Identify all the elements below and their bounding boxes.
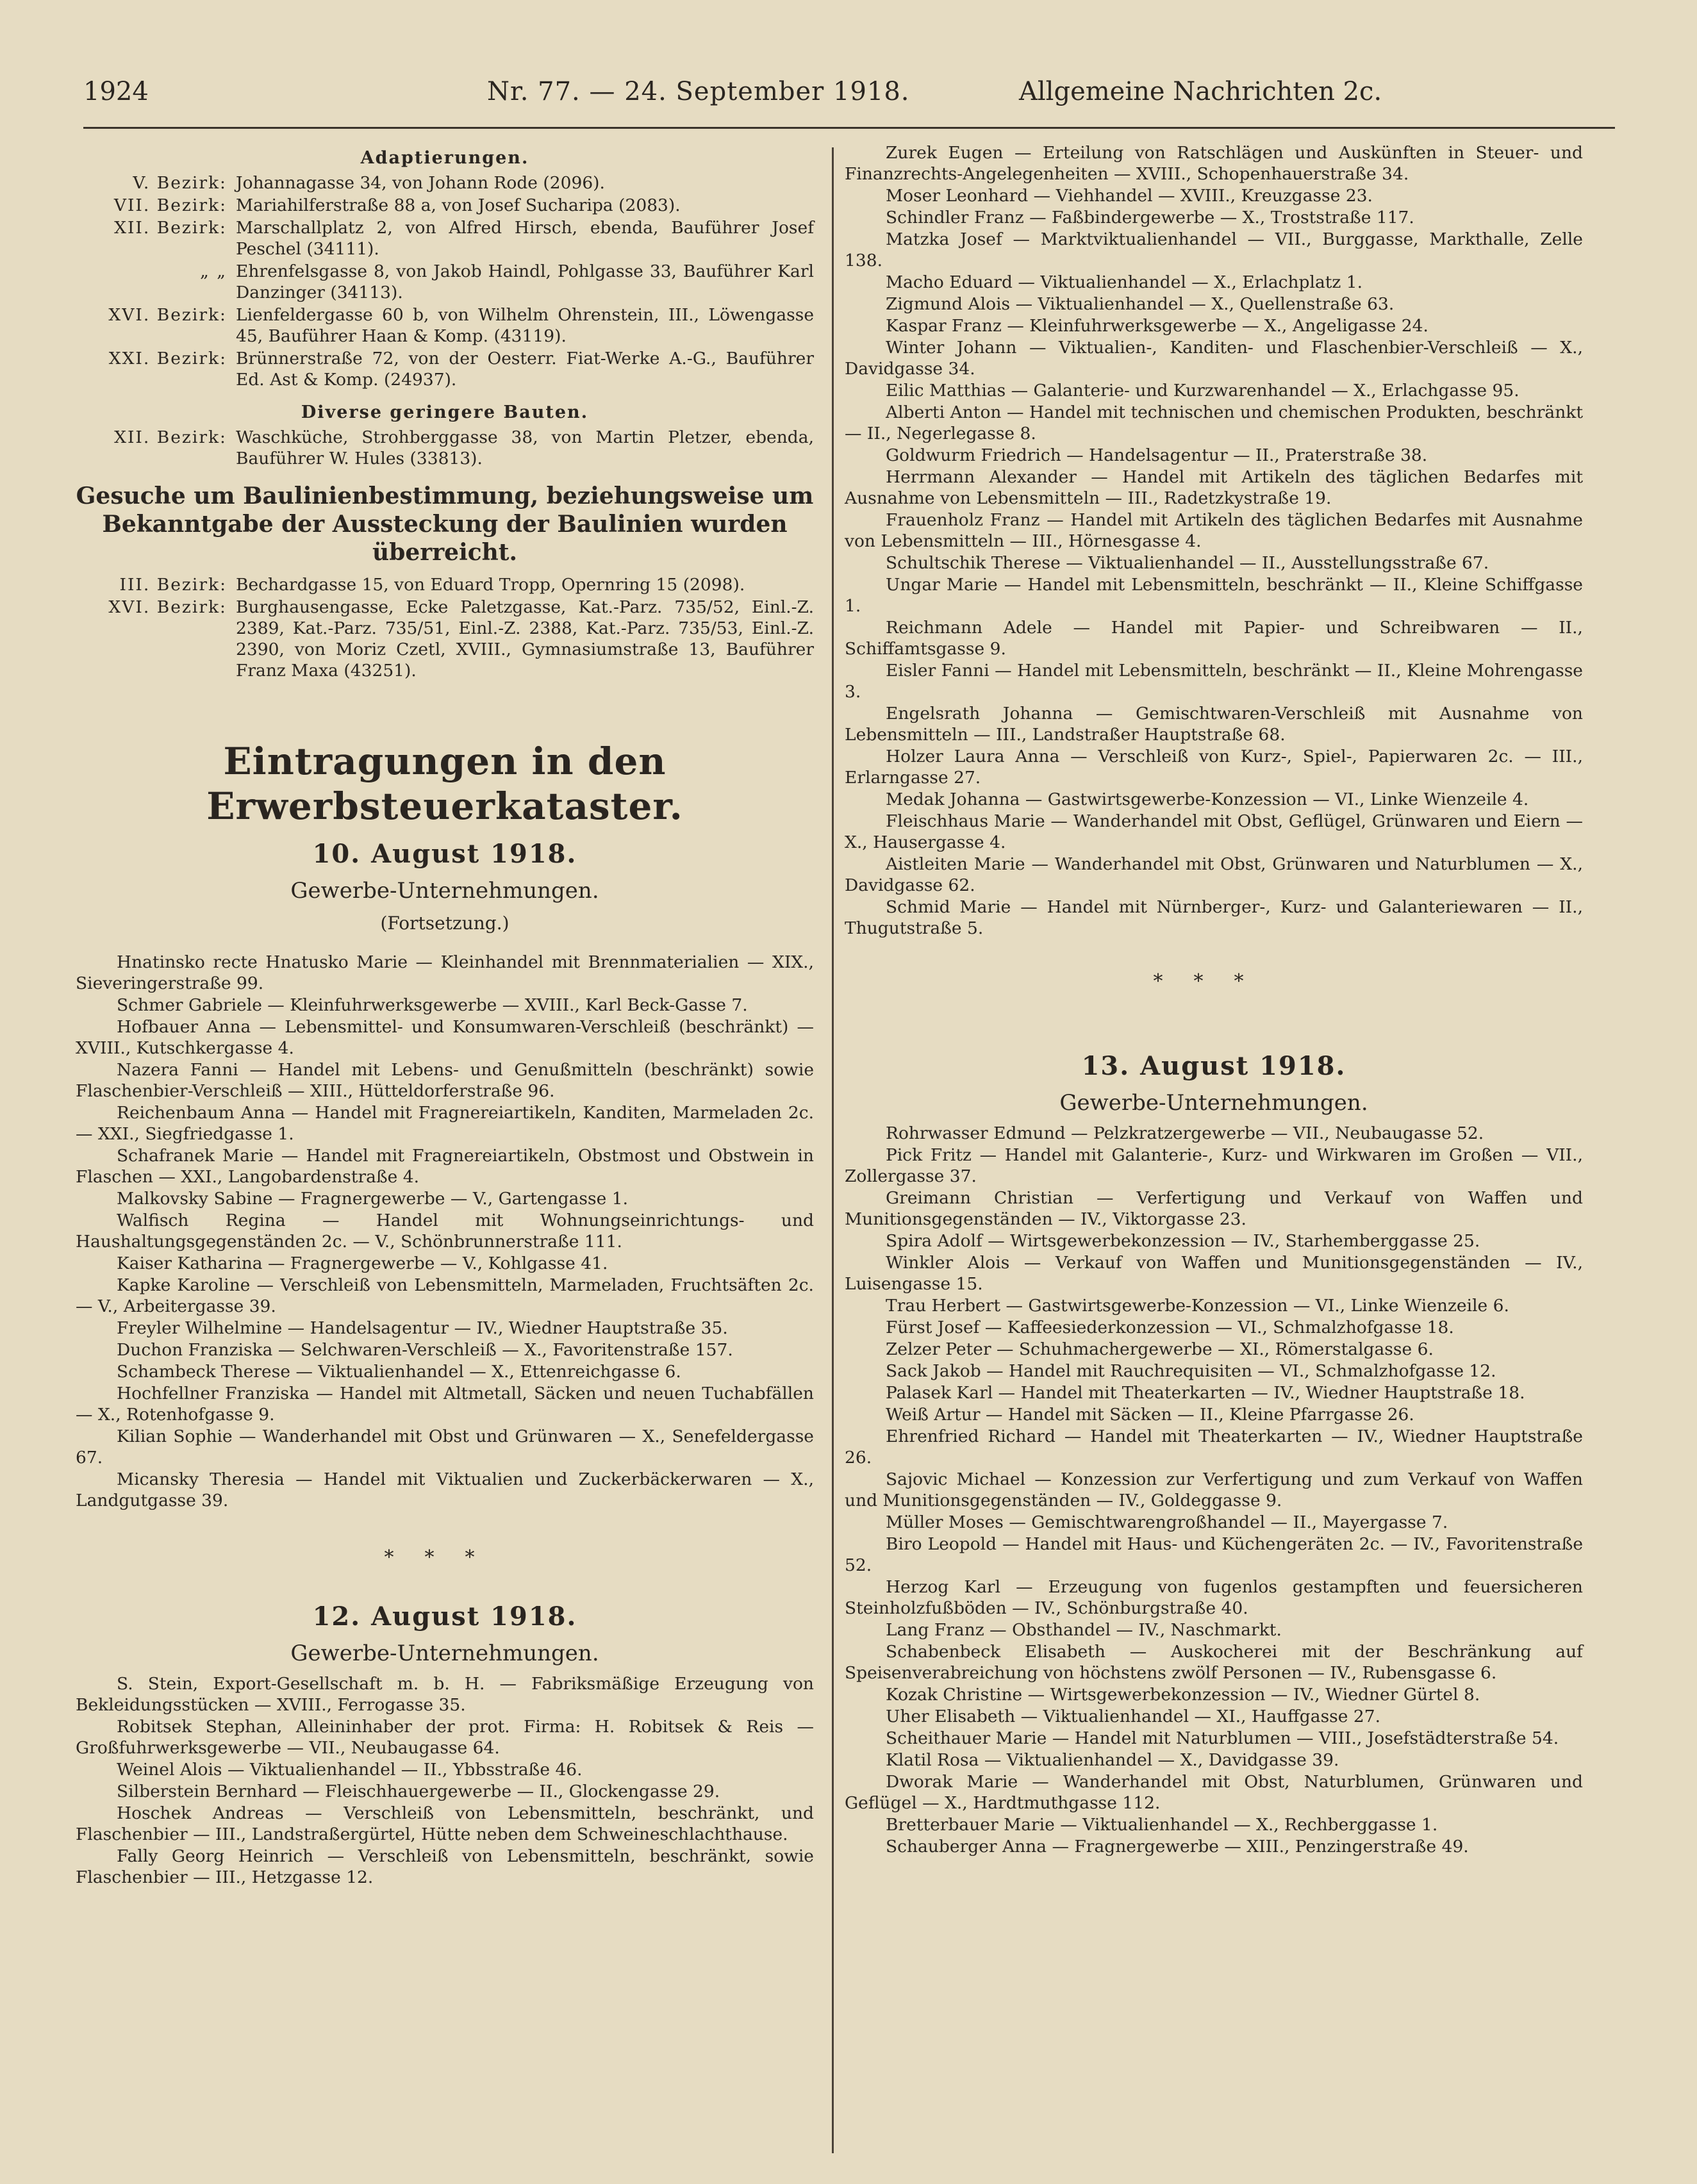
register-entry: Walfisch Regina — Handel mit Wohnungseinrichtungs- und Haushaltungsgegenständen 2c. — V., Schönbrunnerstraße 111.	[76, 1211, 814, 1252]
register-entry: Aistleiten Marie — Wanderhandel mit Obst, Grünwaren und Naturblumen — X., Davidgasse 62.	[845, 854, 1583, 895]
district-text: Ehrenfelsgasse 8, von Jakob Haindl, Pohlgasse 33, Bauführer Karl Danzinger (34113).	[236, 261, 814, 302]
district-label: XII. Bezirk:	[114, 427, 227, 447]
column-divider	[832, 147, 834, 2153]
diverse-heading: Diverse geringere Bauten.	[301, 402, 589, 422]
register-entry: Winter Johann — Viktualien-, Kanditen- und Flaschenbier-Verschleiß — X., Davidgasse 34.	[845, 338, 1583, 379]
district-text: Burghausengasse, Ecke Paletzgasse, Kat.-Parz. 735/52, Einl.-Z. 2389, Kat.-Parz. 735/51, Einl.-Z. 2388, Kat.-Parz. 735/53, Einl.-Z. 2390, von Moriz Czetl, XVIII., Gymnasiumstraße 13, Bauführer Franz Maxa (43251).	[236, 597, 814, 681]
district-entry	[76, 348, 814, 390]
district-text: Johannagasse 34, von Johann Rode (2096).	[236, 173, 605, 193]
register-entry: Goldwurm Friedrich — Handelsagentur — II., Praterstraße 38.	[886, 445, 1428, 465]
register-entry: Eilic Matthias — Galanterie- und Kurzwarenhandel — X., Erlachgasse 95.	[886, 381, 1519, 401]
district-text: Bechardgasse 15, von Eduard Tropp, Opernring 15 (2098).	[236, 575, 745, 595]
gesuche-list	[76, 574, 814, 681]
register-entry: Bretterbauer Marie — Viktualienhandel — X., Rechberggasse 1.	[886, 1815, 1438, 1835]
register-entry: Pick Fritz — Handel mit Galanterie-, Kurz- und Wirkwaren im Großen — VII., Zollergasse 37.	[845, 1145, 1583, 1186]
section-title: Allgemeine Nachrichten 2c.	[1019, 77, 1382, 106]
subheading-13-august: Gewerbe-Unternehmungen.	[1059, 1090, 1368, 1116]
register-entry: Weiß Artur — Handel mit Säcken — II., Kleine Pfarrgasse 26.	[886, 1405, 1414, 1425]
register-entry: Kaspar Franz — Kleinfuhrwerksgewerbe — X., Angeligasse 24.	[886, 316, 1428, 336]
register-entry: Palasek Karl — Handel mit Theaterkarten — IV., Wiedner Hauptstraße 18.	[886, 1383, 1525, 1403]
register-entry: Micansky Theresia — Handel mit Viktualien und Zuckerbäckerwaren — X., Landgutgasse 39.	[76, 1469, 814, 1510]
entries-10-august	[76, 952, 814, 1511]
date-heading-10-august: 10. August 1918.	[312, 839, 577, 869]
section-separator: ***	[384, 1546, 506, 1569]
right-column	[845, 142, 1583, 1858]
district-label: XVI. Bezirk:	[108, 305, 227, 325]
header-rule	[83, 127, 1615, 129]
page-number: 1924	[83, 77, 149, 106]
register-entry: Sajovic Michael — Konzession zur Verfertigung und zum Verkauf von Waffen und Munitionsgegenständen — IV., Goldeggasse 9.	[845, 1469, 1583, 1510]
register-entry: Fally Georg Heinrich — Verschleiß von Lebensmitteln, beschränkt, sowie Flaschenbier — III., Hetzgasse 12.	[76, 1846, 814, 1887]
register-entry: Schambeck Therese — Viktualienhandel — X., Ettenreichgasse 6.	[117, 1362, 681, 1382]
district-entry	[76, 261, 814, 303]
district-entry	[76, 304, 814, 347]
register-entry: Macho Eduard — Viktualienhandel — X., Erlachplatz 1.	[886, 272, 1363, 292]
entries-13-august	[845, 1123, 1583, 1857]
register-entry: Hochfellner Franziska — Handel mit Altmetall, Säcken und neuen Tuchabfällen — X., Rotenhofgasse 9.	[76, 1384, 814, 1425]
register-entry: Engelsrath Johanna — Gemischtwaren-Verschleiß mit Ausnahme von Lebensmitteln — III., Landstraßer Hauptstraße 68.	[845, 704, 1583, 745]
register-entry: Kilian Sophie — Wanderhandel mit Obst und Grünwaren — X., Senefeldergasse 67.	[76, 1427, 814, 1468]
register-entry: Holzer Laura Anna — Verschleiß von Kurz-, Spiel-, Papierwaren 2c. — III., Erlarngasse 27.	[845, 747, 1583, 788]
register-entry: Sack Jakob — Handel mit Rauchrequisiten — VI., Schmalzhofgasse 12.	[886, 1361, 1496, 1381]
issue-line: Nr. 77. — 24. September 1918.	[487, 77, 910, 106]
register-entry: Matzka Josef — Marktviktualienhandel — VII., Burggasse, Markthalle, Zelle 138.	[845, 229, 1583, 270]
district-entry	[76, 574, 814, 595]
gesuche-heading: Gesuche um Baulinienbestimmung, beziehungsweise um Bekanntgabe der Aussteckung der Baulinien wurden überreicht.	[76, 483, 814, 566]
date-heading-12-august: 12. August 1918.	[312, 1601, 577, 1632]
district-text: Brünnerstraße 72, von der Oesterr. Fiat-Werke A.-G., Bauführer Ed. Ast & Komp. (24937).	[236, 349, 814, 390]
register-entry: Ehrenfried Richard — Handel mit Theaterkarten — IV., Wiedner Hauptstraße 26.	[845, 1427, 1583, 1468]
register-entry: Klatil Rosa — Viktualienhandel — X., Davidgasse 39.	[886, 1750, 1339, 1770]
adapt-heading: Adaptierungen.	[360, 148, 529, 168]
register-entry: Nazera Fanni — Handel mit Lebens- und Genußmitteln (beschränkt) sowie Flaschenbier-Verschleiß — XIII., Hütteldorferstraße 96.	[76, 1060, 814, 1101]
register-entry: Duchon Franziska — Selchwaren-Verschleiß — X., Favoritenstraße 157.	[117, 1340, 733, 1360]
register-entry: Schmer Gabriele — Kleinfuhrwerksgewerbe — XVIII., Karl Beck-Gasse 7.	[117, 995, 748, 1015]
register-entry: Frauenholz Franz — Handel mit Artikeln des täglichen Bedarfes mit Ausnahme von Lebensmitteln — III., Hörnesgasse 4.	[845, 510, 1583, 551]
register-entry: Dworak Marie — Wanderhandel mit Obst, Naturblumen, Grünwaren und Geflügel — X., Hardtmuthgasse 112.	[845, 1772, 1583, 1813]
district-label: „ „	[200, 261, 227, 281]
register-entry: Zurek Eugen — Erteilung von Ratschlägen und Auskünften in Steuer- und Finanzrechts-Angelegenheiten — XVIII., Schopenhauerstraße 34.	[845, 143, 1583, 184]
register-entry: Lang Franz — Obsthandel — IV., Naschmarkt.	[886, 1620, 1282, 1640]
continuation-note: (Fortsetzung.)	[380, 913, 509, 934]
entries-continued	[845, 142, 1583, 939]
register-entry: Hnatinsko recte Hnatusko Marie — Kleinhandel mit Brennmaterialien — XIX., Sieveringerstraße 99.	[76, 952, 814, 993]
district-label: VII. Bezirk:	[113, 195, 227, 215]
register-entry: Rohrwasser Edmund — Pelzkratzergewerbe — VII., Neubaugasse 52.	[886, 1123, 1484, 1143]
register-entry: Spira Adolf — Wirtsgewerbekonzession — IV., Starhemberggasse 25.	[886, 1231, 1480, 1251]
register-entry: Reichenbaum Anna — Handel mit Fragnereiartikeln, Kanditen, Marmeladen 2c. — XXI., Siegfriedgasse 1.	[76, 1103, 814, 1144]
register-entry: S. Stein, Export-Gesellschaft m. b. H. — Fabriksmäßige Erzeugung von Bekleidungsstücken — XVIII., Ferrogasse 35.	[76, 1674, 814, 1715]
main-heading: Eintragungen in den Erwerbsteuerkataster.	[206, 740, 683, 828]
register-entry: Reichmann Adele — Handel mit Papier- und Schreibwaren — II., Schiffamtsgasse 9.	[845, 618, 1583, 659]
district-text: Waschküche, Strohberggasse 38, von Martin Pletzer, ebenda, Bauführer W. Hules (33813).	[236, 427, 814, 468]
district-text: Marschallplatz 2, von Alfred Hirsch, ebenda, Bauführer Josef Peschel (34111).	[236, 218, 814, 259]
register-entry: Medak Johanna — Gastwirtsgewerbe-Konzession — VI., Linke Wienzeile 4.	[886, 790, 1529, 809]
register-entry: Herrmann Alexander — Handel mit Artikeln des täglichen Bedarfes mit Ausnahme von Lebensmitteln — III., Radetzkystraße 19.	[845, 467, 1583, 508]
register-entry: Zigmund Alois — Viktualienhandel — X., Quellenstraße 63.	[886, 294, 1395, 314]
register-entry: Freyler Wilhelmine — Handelsagentur — IV., Wiedner Hauptstraße 35.	[117, 1318, 728, 1338]
register-entry: Greimann Christian — Verfertigung und Verkauf von Waffen und Munitionsgegenständen — IV., Viktorgasse 23.	[845, 1188, 1583, 1229]
register-entry: Silberstein Bernhard — Fleischhauergewerbe — II., Glockengasse 29.	[117, 1782, 720, 1801]
left-column	[76, 142, 814, 1889]
district-entry	[76, 217, 814, 260]
register-entry: Müller Moses — Gemischtwarengroßhandel — II., Mayergasse 7.	[886, 1512, 1448, 1532]
diverse-list	[76, 427, 814, 469]
register-entry: Fürst Josef — Kaffeesiederkonzession — VI., Schmalzhofgasse 18.	[886, 1318, 1454, 1337]
date-heading-13-august: 13. August 1918.	[1081, 1051, 1346, 1081]
district-entry	[76, 195, 814, 216]
district-label: V. Bezirk:	[133, 173, 227, 193]
district-entry	[76, 597, 814, 681]
register-entry: Schmid Marie — Handel mit Nürnberger-, Kurz- und Galanteriewaren — II., Thugutstraße 5.	[845, 897, 1583, 938]
register-entry: Kapke Karoline — Verschleiß von Lebensmitteln, Marmeladen, Fruchtsäften 2c. — V., Arbeitergasse 39.	[76, 1275, 814, 1316]
subheading-10-august: Gewerbe-Unternehmungen.	[290, 878, 599, 904]
register-entry: Schultschik Therese — Viktualienhandel — II., Ausstellungsstraße 67.	[886, 553, 1489, 573]
page-header	[83, 72, 1615, 117]
district-label: XVI. Bezirk:	[108, 597, 227, 617]
subheading-12-august: Gewerbe-Unternehmungen.	[290, 1641, 599, 1666]
district-label: XII. Bezirk:	[114, 218, 227, 238]
register-entry: Moser Leonhard — Viehhandel — XVIII., Kreuzgasse 23.	[886, 186, 1373, 206]
register-entry: Schabenbeck Elisabeth — Auskocherei mit der Beschränkung auf Speisenverabreichung von höchstens zwölf Personen — IV., Rubensgasse 6.	[845, 1642, 1583, 1683]
register-entry: Scheithauer Marie — Handel mit Naturblumen — VIII., Josefstädterstraße 54.	[886, 1728, 1559, 1748]
register-entry: Trau Herbert — Gastwirtsgewerbe-Konzession — VI., Linke Wienzeile 6.	[886, 1296, 1509, 1316]
register-entry: Schauberger Anna — Fragnergewerbe — XIII., Penzingerstraße 49.	[886, 1837, 1469, 1857]
register-entry: Malkovsky Sabine — Fragnergewerbe — V., Gartengasse 1.	[117, 1189, 629, 1209]
register-entry: Uher Elisabeth — Viktualienhandel — XI., Hauffgasse 27.	[886, 1707, 1381, 1726]
register-entry: Schafranek Marie — Handel mit Fragnereiartikeln, Obstmost und Obstwein in Flaschen — XXI., Langobardenstraße 4.	[76, 1146, 814, 1187]
district-entry	[76, 427, 814, 469]
register-entry: Schindler Franz — Faßbindergewerbe — X., Troststraße 117.	[886, 208, 1414, 228]
register-entry: Kozak Christine — Wirtsgewerbekonzession — IV., Wiedner Gürtel 8.	[886, 1685, 1480, 1705]
section-separator: ***	[1153, 970, 1275, 993]
register-entry: Eisler Fanni — Handel mit Lebensmitteln, beschränkt — II., Kleine Mohrengasse 3.	[845, 661, 1583, 702]
district-text: Lienfeldergasse 60 b, von Wilhelm Ohrenstein, III., Löwengasse 45, Bauführer Haan & Komp. (43119).	[236, 305, 814, 346]
register-entry: Robitsek Stephan, Alleininhaber der prot. Firma: H. Robitsek & Reis — Großfuhrwerksgewerbe — VII., Neubaugasse 64.	[76, 1717, 814, 1758]
district-label: XXI. Bezirk:	[108, 349, 227, 368]
district-text: Mariahilferstraße 88 a, von Josef Sucharipa (2083).	[236, 195, 681, 215]
register-entry: Hofbauer Anna — Lebensmittel- und Konsumwaren-Verschleiß (beschränkt) — XVIII., Kutschkergasse 4.	[76, 1017, 814, 1058]
register-entry: Alberti Anton — Handel mit technischen und chemischen Produkten, beschränkt — II., Negerlegasse 8.	[845, 402, 1583, 443]
register-entry: Ungar Marie — Handel mit Lebensmitteln, beschränkt — II., Kleine Schiffgasse 1.	[845, 575, 1583, 616]
register-entry: Kaiser Katharina — Fragnergewerbe — V., Kohlgasse 41.	[117, 1253, 608, 1273]
register-entry: Winkler Alois — Verkauf von Waffen und Munitionsgegenständen — IV., Luisengasse 15.	[845, 1253, 1583, 1294]
district-entry	[76, 172, 814, 194]
adapt-list	[76, 172, 814, 390]
register-entry: Fleischhaus Marie — Wanderhandel mit Obst, Geflügel, Grünwaren und Eiern — X., Hausergasse 4.	[845, 811, 1583, 852]
register-entry: Zelzer Peter — Schuhmachergewerbe — XI., Römerstalgasse 6.	[886, 1339, 1434, 1359]
register-entry: Weinel Alois — Viktualienhandel — II., Ybbsstraße 46.	[117, 1760, 583, 1780]
register-entry: Biro Leopold — Handel mit Haus- und Küchengeräten 2c. — IV., Favoritenstraße 52.	[845, 1534, 1583, 1575]
register-entry: Hoschek Andreas — Verschleiß von Lebensmitteln, beschränkt, und Flaschenbier — III., Landstraßergürtel, Hütte neben dem Schweineschlachthause.	[76, 1803, 814, 1844]
district-label: III. Bezirk:	[119, 575, 227, 595]
entries-12-august	[76, 1673, 814, 1888]
register-entry: Herzog Karl — Erzeugung von fugenlos gestampften und feuersicheren Steinholzfußböden — IV., Schönburgstraße 40.	[845, 1577, 1583, 1618]
